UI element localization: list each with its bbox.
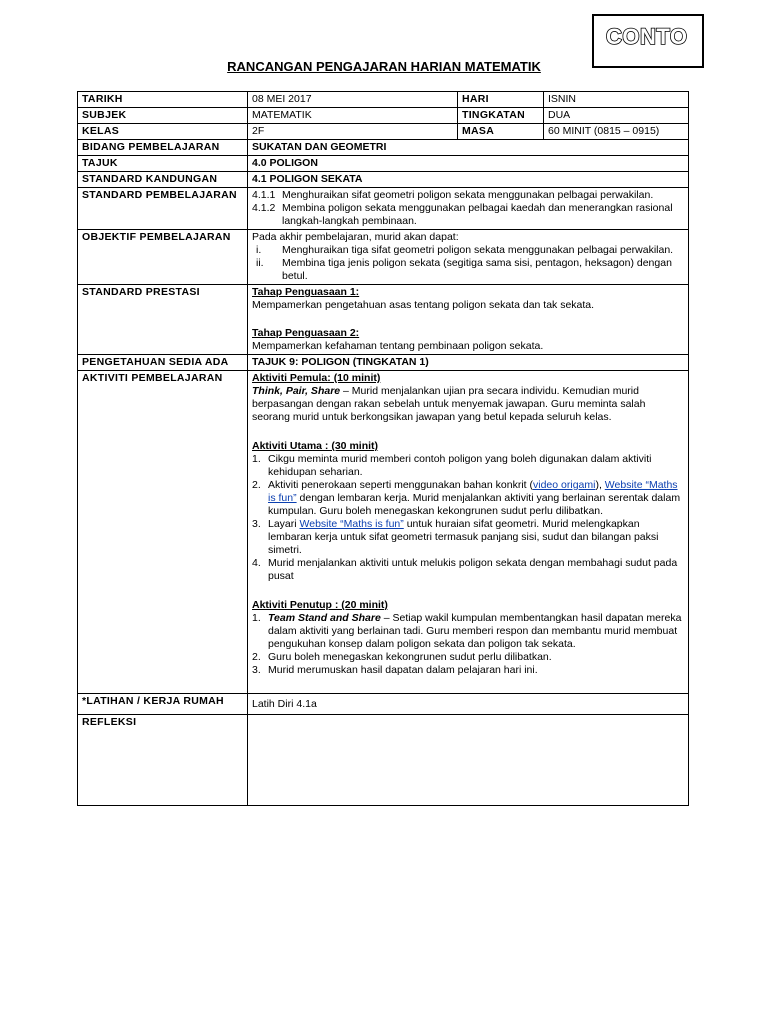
aktiviti-value	[248, 371, 689, 694]
standard-prestasi-label: STANDARD PRESTASI	[78, 285, 248, 355]
row-standard-pembelajaran	[78, 188, 689, 230]
pengetahuan-value: TAJUK 9: POLIGON (TINGKATAN 1)	[248, 355, 689, 371]
latihan-value: Latih Diri 4.1a	[248, 694, 689, 715]
row-standard-prestasi	[78, 285, 689, 355]
item-number: 3.	[252, 518, 261, 530]
bidang-label: BIDANG PEMBELAJARAN	[78, 140, 248, 156]
standard-pembelajaran-value	[248, 188, 689, 230]
list-item	[252, 664, 684, 677]
tp1-text: Mempamerkan pengetahuan asas tentang poligon sekata dan tak sekata.	[252, 299, 595, 311]
list-item	[252, 651, 684, 664]
row-pengetahuan	[78, 355, 689, 371]
item-number: i.	[256, 244, 262, 256]
item-number: 4.1.1	[252, 189, 276, 201]
penutup-method: Team Stand and Share	[268, 612, 381, 624]
item-number: 4.	[252, 557, 261, 569]
standard-kandungan-value: 4.1 POLIGON SEKATA	[248, 172, 689, 188]
pemula-method: Think, Pair, Share	[252, 385, 341, 397]
penutup-title: Aktiviti Penutup : (20 minit)	[252, 599, 388, 611]
standard-pembelajaran-label: STANDARD PEMBELAJARAN	[78, 188, 248, 230]
row-standard-kandungan	[78, 172, 689, 188]
tp2-title: Tahap Penguasaan 2:	[252, 327, 360, 339]
subjek-label: SUBJEK	[78, 108, 248, 124]
objektif-value	[248, 230, 689, 285]
item-text: Murid menjalankan aktiviti untuk melukis poligon sekata dengan membahagi sudut pada pusat	[268, 557, 678, 582]
tingkatan-value: DUA	[544, 108, 689, 124]
item-text: Membina tiga jenis poligon sekata (segitiga sama sisi, pentagon, heksagon) dengan betul.	[282, 257, 672, 282]
list-item	[252, 244, 684, 257]
pengetahuan-label: PENGETAHUAN SEDIA ADA	[78, 355, 248, 371]
pemula-text: – Murid menjalankan ujian pra secara individu. Kemudian murid berpasangan dengan rakan sebelah untuk menyemak jawapan. Guru meminta salah seorang murid untuk berkongsikan jawapan yang betul kepada seluruh kelas.	[252, 385, 646, 423]
item-text: Guru boleh menegaskan kekongrunen sudut perlu dilibatkan.	[268, 651, 552, 663]
row-kelas	[78, 124, 689, 140]
list-item	[252, 557, 684, 583]
item-text: Membina poligon sekata menggunakan pelbagai kaedah dan menerangkan rasional langkah-langkah pembinaan.	[282, 202, 673, 227]
kelas-value: 2F	[248, 124, 458, 140]
row-subjek	[78, 108, 689, 124]
text-fragment: – Setiap wakil kumpulan membentangkan hasil dapatan mereka dalam aktiviti yang berlainan tadi. Guru memberi respon dan membantu murid membuat pengukuhan konsep dalam poligon sekata dan poligon tak sekata.	[268, 612, 682, 650]
tp2-text: Mempamerkan kefahaman tentang pembinaan poligon sekata.	[252, 340, 544, 352]
text-fragment: untuk huraian sifat geometri. Murid melengkapkan lembaran kerja untuk sifat geometri termasuk panjang sisi, sudut dan bilangan paksi simetri.	[268, 518, 659, 556]
item-number: 1.	[252, 612, 261, 624]
subjek-value: MATEMATIK	[248, 108, 458, 124]
row-aktiviti	[78, 371, 689, 694]
list-item	[252, 453, 684, 479]
hari-value: ISNIN	[544, 92, 689, 108]
lesson-plan-table	[77, 91, 689, 806]
row-bidang	[78, 140, 689, 156]
tarikh-label: TARIKH	[78, 92, 248, 108]
list-item	[252, 202, 684, 228]
tp1-title: Tahap Penguasaan 1:	[252, 286, 360, 298]
text-fragment: dengan lembaran kerja. Murid menjalankan aktiviti yang berlainan serentak dalam kumpulan. Guru boleh menegaskan kekongrunen sudut perlu dilibatkan.	[268, 492, 681, 517]
row-objektif	[78, 230, 689, 285]
refleksi-label: REFLEKSI	[78, 715, 248, 806]
row-latihan	[78, 694, 689, 715]
kelas-label: KELAS	[78, 124, 248, 140]
text-fragment: Layari	[268, 518, 300, 530]
item-text	[268, 479, 684, 518]
masa-label: MASA	[458, 124, 544, 140]
row-refleksi	[78, 715, 689, 806]
page-title: RANCANGAN PENGAJARAN HARIAN MATEMATIK	[227, 59, 541, 74]
item-number: 1.	[252, 453, 261, 465]
tingkatan-label: TINGKATAN	[458, 108, 544, 124]
tajuk-value: 4.0 POLIGON	[248, 156, 689, 172]
row-tajuk	[78, 156, 689, 172]
item-text	[268, 612, 684, 651]
masa-value: 60 MINIT (0815 – 0915)	[544, 124, 689, 140]
pemula-paragraph	[252, 385, 684, 424]
maths-is-fun-link[interactable]: Website “Maths is fun”	[299, 518, 404, 530]
item-text: Murid merumuskan hasil dapatan dalam pelajaran hari ini.	[268, 664, 538, 676]
tajuk-label: TAJUK	[78, 156, 248, 172]
item-text: Menghuraikan tiga sifat geometri poligon sekata menggunakan pelbagai perwakilan.	[282, 244, 674, 256]
hari-label: HARI	[458, 92, 544, 108]
aktiviti-label: AKTIVITI PEMBELAJARAN	[78, 371, 248, 694]
item-number: 4.1.2	[252, 202, 276, 214]
objektif-intro: Pada akhir pembelajaran, murid akan dapat:	[252, 231, 459, 243]
standard-prestasi-value	[248, 285, 689, 355]
item-text: Cikgu meminta murid memberi contoh poligon yang boleh digunakan dalam aktiviti kehidupan seharian.	[268, 453, 652, 478]
item-text	[268, 518, 684, 557]
item-number: ii.	[256, 257, 264, 269]
text-fragment: Aktiviti penerokaan seperti menggunakan bahan konkrit (	[268, 479, 533, 491]
list-item	[252, 612, 684, 651]
item-number: 2.	[252, 651, 261, 663]
maths-is-fun-link[interactable]: Website “Maths is fun”	[268, 479, 678, 504]
utama-title: Aktiviti Utama : (30 minit)	[252, 440, 379, 452]
objektif-label: OBJEKTIF PEMBELAJARAN	[78, 230, 248, 285]
list-item	[252, 518, 684, 557]
pemula-title: Aktiviti Pemula: (10 minit)	[252, 372, 381, 384]
list-item	[252, 189, 684, 202]
video-origami-link[interactable]: video origami	[533, 479, 596, 491]
refleksi-value[interactable]	[248, 715, 689, 806]
list-item	[252, 479, 684, 518]
row-tarikh	[78, 92, 689, 108]
text-fragment: ),	[595, 479, 605, 491]
item-number: 3.	[252, 664, 261, 676]
list-item	[252, 257, 684, 283]
standard-kandungan-label: STANDARD KANDUNGAN	[78, 172, 248, 188]
latihan-label: *LATIHAN / KERJA RUMAH	[78, 694, 248, 715]
stamp-text: CONTO	[606, 24, 688, 49]
item-number: 2.	[252, 479, 261, 491]
bidang-value: SUKATAN DAN GEOMETRI	[248, 140, 689, 156]
item-text: Menghuraikan sifat geometri poligon sekata menggunakan pelbagai perwakilan.	[282, 189, 654, 201]
tarikh-value: 08 MEI 2017	[248, 92, 458, 108]
